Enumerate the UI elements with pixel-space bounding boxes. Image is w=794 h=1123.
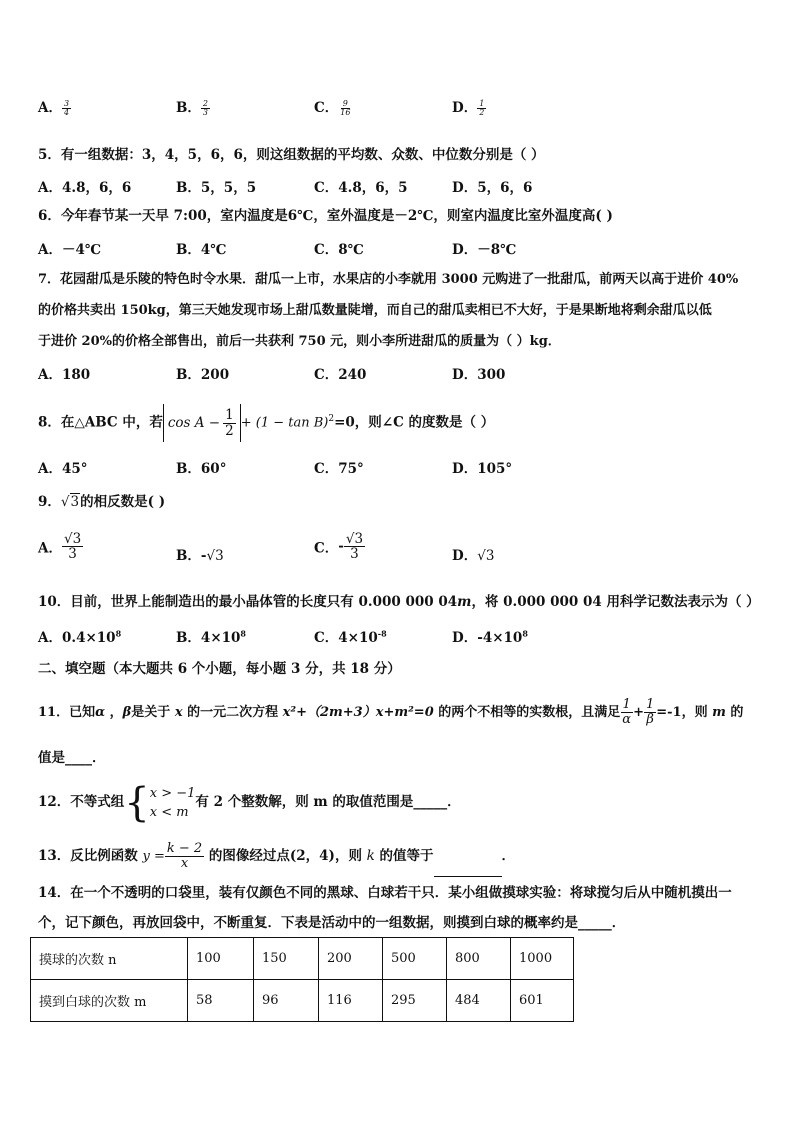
q7-option-c: C．240 [314,367,367,383]
q8-option-d: D．105° [452,461,513,477]
q7-options [38,363,758,385]
q6-option-d: D．－8℃ [452,242,517,258]
q10-option-d: D．$-4\times 10^8$ [452,628,528,646]
q9-options [38,532,758,576]
table-row [31,938,574,980]
q5-option-c: C．4.8，6，5 [314,180,408,196]
q7-line-3: 于进价 20%的价格全部售出，前后一共获利 750 元，则小李所进甜瓜的质量为（ ）kg． [38,334,561,349]
q11-stem: 11．已知α ，β是关于 x 的一元二次方程 x²+（2m+3）x+m²=0 的两个不相等的实数根，且满足 $\frac{1}{\alpha}$ + $\frac{1}{\beta}$ =-1，则 m 的 [38,697,744,727]
q4-option-c: C． $\frac{9}{16}$ [314,98,351,117]
q4-option-a: A． $\frac{3}{4}$ [38,98,70,117]
sqrt-symbol: √3 [60,494,80,510]
answer-blank [434,850,502,877]
q6-option-c: C．8℃ [314,242,364,258]
q6-stem: 6．今年春节某一天早 7:00，室内温度是6℃，室外温度是－2℃，则室内温度比室外温度高( ) [38,208,613,224]
q10-stem: 10．目前，世界上能制造出的最小晶体管的长度只有 0.000 000 04m，将 0.000 000 04 用科学记数法表示为（ ） [38,594,760,610]
q5-option-d: D．5，6，6 [452,180,533,196]
q5-option-b: B．5，5，5 [176,180,257,196]
table-cell: 484 [447,980,511,1022]
section-heading: 二、填空题（本大题共 6 个小题，每小题 3 分，共 18 分） [38,661,401,677]
q14-line-1: 14．在一个不透明的口袋里，装有仅颜色不同的黑球、白球若干只．某小组做摸球实验：将球搅匀后从中随机摸出一 [38,885,732,901]
table-cell: 100 [188,938,254,980]
q9-option-b: B．-√3 [176,548,224,564]
table-cell: 200 [319,938,383,980]
table-cell: 58 [188,980,254,1022]
q14-line-2: 个，记下颜色，再放回袋中，不断重复．下表是活动中的一组数据，则摸到白球的概率约是_____． [38,915,626,931]
q9-option-c: C．- $\frac{√3}{3}$ [314,531,364,563]
table-cell: 150 [254,938,319,980]
q9-option-a: A． $\frac{√3}{3}$ [38,531,82,563]
q7-line-1: 7．花园甜瓜是乐陵的特色时令水果．甜瓜一上市，水果店的小李就用 3000 元购进了一批甜瓜，前两天以高于进价 40% [38,272,739,287]
table-cell: 96 [254,980,319,1022]
q7-option-a: A．180 [38,367,91,383]
q5-option-a: A．4.8，6，6 [38,180,132,196]
table-row [31,980,574,1022]
q8-option-c: C．75° [314,461,364,477]
q10-option-a: A．$0.4\times 10^8$ [38,628,122,646]
q6-options [38,238,758,260]
q10-option-c: C．$4\times 10^{-8}$ [314,628,387,646]
table-cell: 295 [383,980,447,1022]
q4-option-b: B． $\frac{2}{3}$ [176,98,209,117]
q8-option-b: B．60° [176,461,227,477]
data-table [30,937,574,1022]
q8-stem: 8．在△ABC 中，若 cos A − $\frac{1}{2}$ + $(1 - \tan B)^2=0$，则∠C 的度数是（ ） [38,398,756,440]
table-cell: 601 [511,980,574,1022]
q7-option-b: B．200 [176,367,230,383]
q6-option-b: B．4℃ [176,242,227,258]
q9-option-d: D．√3 [452,548,495,564]
q8-option-a: A．45° [38,461,88,477]
q4-options [38,96,758,118]
table-cell: 800 [447,938,511,980]
table-cell: 1000 [511,938,574,980]
table-header-cell: 摸到白球的次数 m [31,980,188,1022]
q7-option-d: D．300 [452,367,506,383]
q6-option-a: A．－4℃ [38,242,102,258]
table-header-cell: 摸球的次数 n [31,938,188,980]
q13-stem: 13．反比例函数 y = $\frac{k - 2}{x}$ 的图像经过点(2，4)，则 k 的值等于 ． [38,836,756,876]
q9-stem: 9．√3的相反数是( ) [38,490,756,514]
q5-options [38,176,758,198]
q11-line-2: 值是____． [38,750,106,766]
q8-options [38,457,758,479]
q10-options [38,626,758,648]
brace-symbol: { x > −1 x < m [124,779,196,826]
q5-stem: 5．有一组数据：3，4，5，6，6，则这组数据的平均数、众数、中位数分别是（ ） [38,147,545,163]
q12-stem: 12．不等式组 { x > −1 x < m 有 2 个整数解，则 m 的取值范围是_____． [38,779,461,826]
table-cell: 116 [319,980,383,1022]
q7-line-2: 的价格共卖出 150kg，第三天她发现市场上甜瓜数量陡增，而自己的甜瓜卖相已不大好，于是果断地将剩余甜瓜以低 [38,303,712,318]
table-cell: 500 [383,938,447,980]
q4-option-d: D． $\frac{1}{2}$ [452,98,485,117]
q10-option-b: B．$4\times 10^8$ [176,628,246,646]
